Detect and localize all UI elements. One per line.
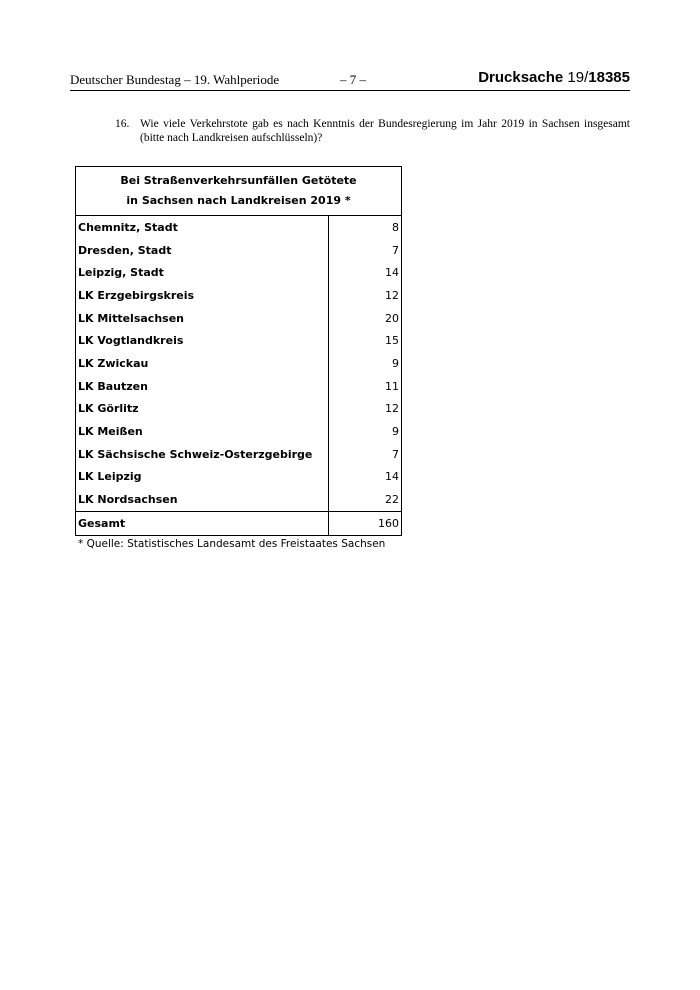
fatality-count: 9 bbox=[329, 352, 402, 375]
region-name: LK Bautzen bbox=[78, 379, 148, 393]
header-page-number: – 7 – bbox=[340, 72, 366, 87]
region-name: LK Vogtlandkreis bbox=[78, 334, 184, 348]
fatality-count: 7 bbox=[329, 443, 402, 466]
table-row bbox=[76, 239, 402, 262]
region-name: LK Meißen bbox=[78, 425, 143, 439]
fatality-count: 11 bbox=[329, 375, 402, 398]
region-name: LK Leipzig bbox=[78, 470, 142, 484]
question-text: Wie viele Verkehrstote gab es nach Kenntnis der Bundesregierung im Jahr 2019 in Sachsen insgesamt (bitte nach Landkreisen aufschlüsseln)? bbox=[140, 118, 630, 144]
question-block bbox=[115, 118, 630, 145]
fatality-count: 14 bbox=[329, 466, 402, 489]
table-row bbox=[76, 488, 402, 511]
table-row bbox=[76, 398, 402, 421]
region-name: LK Görlitz bbox=[78, 402, 139, 416]
table-row bbox=[76, 375, 402, 398]
fatalities-table-container bbox=[75, 166, 402, 550]
table-row bbox=[76, 443, 402, 466]
table-row bbox=[76, 307, 402, 330]
fatality-count: 12 bbox=[329, 284, 402, 307]
table-row bbox=[76, 216, 402, 239]
fatality-count: 15 bbox=[329, 329, 402, 352]
header-doc-label: Drucksache bbox=[478, 69, 564, 86]
header-doc-number: 18385 bbox=[588, 69, 630, 86]
fatality-count: 9 bbox=[329, 420, 402, 443]
region-name: LK Zwickau bbox=[78, 356, 149, 370]
table-row bbox=[76, 261, 402, 284]
fatality-count: 22 bbox=[329, 488, 402, 511]
region-name: Dresden, Stadt bbox=[78, 243, 172, 257]
region-name: Chemnitz, Stadt bbox=[78, 220, 178, 234]
total-label: Gesamt bbox=[76, 511, 329, 535]
header-publication: Deutscher Bundestag – 19. Wahlperiode bbox=[70, 72, 280, 87]
fatality-count: 14 bbox=[329, 261, 402, 284]
total-value: 160 bbox=[329, 511, 402, 535]
table-row bbox=[76, 329, 402, 352]
header-doc-number-prefix: 19/ bbox=[567, 69, 589, 86]
fatality-count: 8 bbox=[329, 216, 402, 239]
fatality-count: 7 bbox=[329, 239, 402, 262]
table-row bbox=[76, 420, 402, 443]
table-row bbox=[76, 466, 402, 489]
table-title-line1: Bei Straßenverkehrsunfällen Getötete bbox=[120, 174, 357, 187]
page-header bbox=[70, 70, 630, 91]
table-row bbox=[76, 352, 402, 375]
table-body bbox=[76, 216, 402, 512]
region-name: LK Mittelsachsen bbox=[78, 311, 184, 325]
table-source-note: * Quelle: Statistisches Landesamt des Freistaates Sachsen bbox=[78, 537, 386, 550]
table-total-row bbox=[76, 511, 402, 535]
table-title-line2: in Sachsen nach Landkreisen 2019 * bbox=[126, 194, 351, 207]
header-document-number bbox=[478, 69, 630, 86]
fatalities-table bbox=[75, 166, 402, 536]
region-name: LK Sächsische Schweiz-Osterzgebirge bbox=[78, 447, 313, 461]
region-name: LK Nordsachsen bbox=[78, 493, 178, 507]
fatality-count: 20 bbox=[329, 307, 402, 330]
fatality-count: 12 bbox=[329, 398, 402, 421]
region-name: LK Erzgebirgskreis bbox=[78, 288, 195, 302]
table-row bbox=[76, 284, 402, 307]
question-number: 16. bbox=[115, 118, 130, 130]
region-name: Leipzig, Stadt bbox=[78, 266, 164, 280]
table-title bbox=[76, 167, 402, 216]
table-header-row bbox=[76, 167, 402, 216]
